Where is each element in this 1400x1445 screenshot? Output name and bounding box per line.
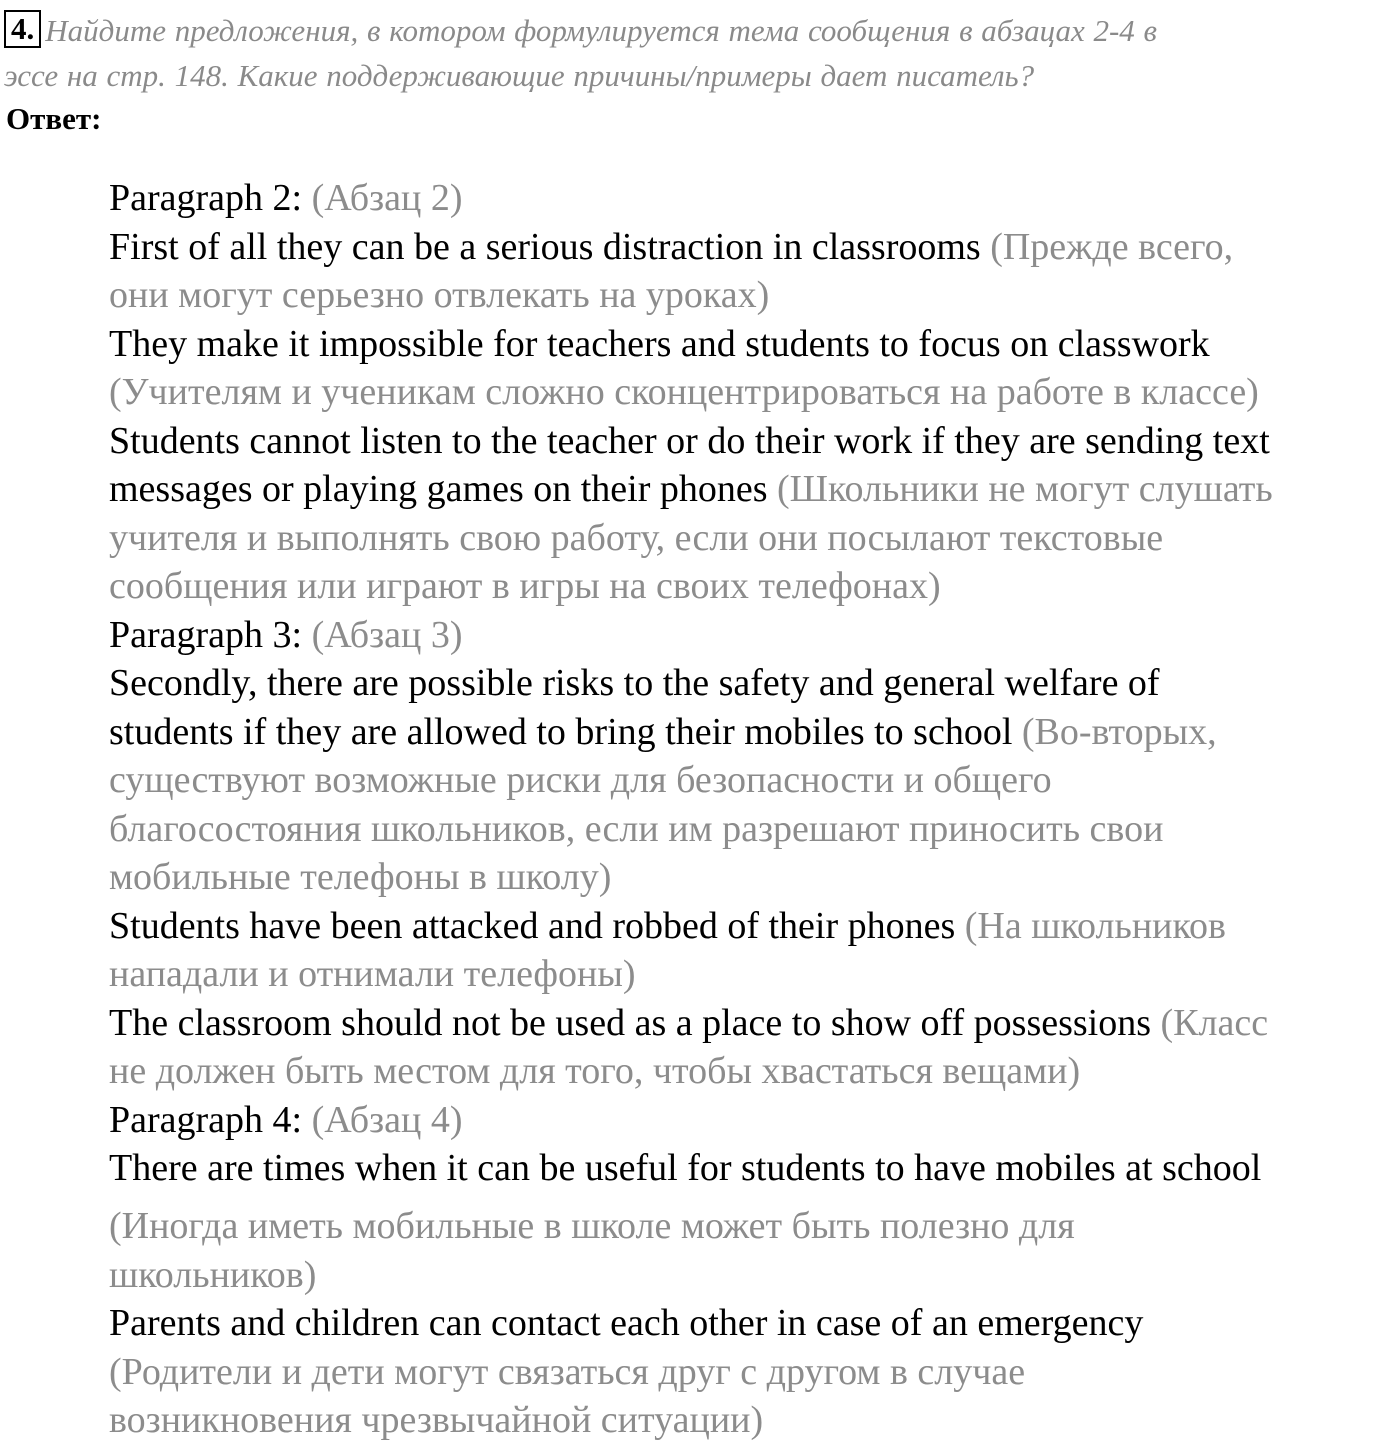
answer-line — [109, 417, 1399, 466]
answer-line — [109, 320, 1399, 369]
russian-translation: (На школьников — [964, 904, 1226, 947]
russian-translation: не должен быть местом для того, чтобы хвастаться вещами) — [109, 1050, 1081, 1092]
russian-translation: (Родители и дети могут связаться друг с другом в случае — [109, 1350, 1026, 1393]
russian-translation: (Абзац 3) — [311, 613, 463, 656]
russian-translation: (Абзац 4) — [311, 1098, 463, 1141]
answer-line — [109, 708, 1399, 757]
russian-translation: они могут серьезно отвлекать на уроках) — [109, 274, 770, 316]
english-text: messages or playing games on their phones — [109, 468, 778, 510]
russian-translation: благосостояния школьников, если им разрешают приносить свои — [109, 807, 1164, 850]
english-text: Students have been attacked and robbed of their phones — [109, 904, 965, 947]
answer-line — [109, 271, 1399, 320]
english-text: There are times when it can be useful for students to have mobiles at school — [109, 1147, 1262, 1189]
task-statement — [4, 8, 1394, 98]
russian-translation: учителя и выполнять свою работу, если они посылают текстовые — [109, 516, 1164, 559]
answer-line — [109, 1396, 1399, 1445]
answer-label: Ответ: — [6, 101, 102, 136]
russian-translation: мобильные телефоны в школу) — [109, 856, 612, 898]
english-text: First of all they can be a serious distraction in classrooms — [109, 225, 991, 268]
answer-line — [109, 514, 1399, 563]
answer-line — [109, 562, 1399, 611]
english-text: Parents and children can contact each other in case of an emergency — [109, 1302, 1144, 1344]
answer-line — [109, 1096, 1399, 1145]
answer-line — [109, 1144, 1399, 1202]
answer-line — [109, 1202, 1399, 1251]
answer-line — [109, 756, 1399, 805]
answer-line — [109, 659, 1399, 708]
russian-translation: (Учителям и ученикам сложно сконцентрироваться на работе в классе) — [109, 371, 1259, 413]
answer-line — [109, 805, 1399, 854]
answer-line — [109, 902, 1399, 951]
russian-translation: сообщения или играют в игры на своих телефонах) — [109, 565, 941, 607]
english-text: Students cannot listen to the teacher or do their work if they are sending text — [109, 419, 1270, 462]
answer-line — [109, 1299, 1399, 1348]
answer-line — [109, 465, 1399, 514]
answer-line — [109, 174, 1399, 223]
answer-line — [109, 223, 1399, 272]
task-question-line-2: эссе на стр. 148. Какие поддерживающие причины/примеры дает писатель? — [4, 58, 1035, 93]
answer-line — [109, 1047, 1399, 1096]
answer-line — [109, 999, 1399, 1048]
russian-translation: (Во-вторых, — [1021, 710, 1217, 753]
english-text: Paragraph 2: — [109, 177, 312, 219]
answer-line — [109, 1251, 1399, 1300]
answer-line — [109, 1348, 1399, 1397]
russian-translation: нападали и отнимали телефоны) — [109, 953, 636, 995]
answer-line — [109, 853, 1399, 902]
english-text: They make it impossible for teachers and students to focus on classwork — [109, 322, 1210, 365]
russian-translation: возникновения чрезвычайной ситуации) — [109, 1399, 764, 1441]
english-text: Paragraph 3: — [109, 613, 312, 656]
task-question-line-1: Найдите предложения, в котором формулируется тема сообщения в абзацах 2-4 в — [45, 13, 1157, 48]
russian-translation: (Прежде всего, — [990, 225, 1234, 268]
russian-translation: (Школьники не могут слушать — [777, 468, 1273, 510]
answer-line — [109, 368, 1399, 417]
russian-translation: существуют возможные риски для безопасности и общего — [109, 759, 1052, 801]
english-text: The classroom should not be used as a place to show off possessions — [109, 1001, 1161, 1044]
answer-line — [109, 611, 1399, 660]
answer-line — [109, 950, 1399, 999]
task-number: 4. — [4, 10, 41, 48]
russian-translation: (Класс — [1160, 1001, 1269, 1044]
russian-translation: (Абзац 2) — [311, 177, 463, 219]
english-text: Paragraph 4: — [109, 1098, 312, 1141]
english-text: Secondly, there are possible risks to the safety and general welfare of — [109, 662, 1160, 704]
english-text: students if they are allowed to bring their mobiles to school — [109, 710, 1022, 753]
russian-translation: школьников) — [109, 1253, 317, 1296]
russian-translation: (Иногда иметь мобильные в школе может быть полезно для — [109, 1205, 1075, 1247]
answer-body — [109, 174, 1399, 1445]
